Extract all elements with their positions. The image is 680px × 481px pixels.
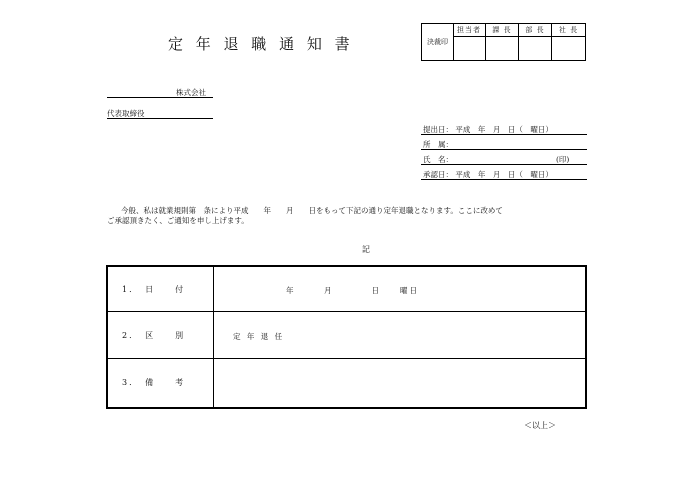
table-row-label: 1． 日 付 (122, 285, 186, 294)
body-paragraph (107, 206, 587, 226)
approval-column-staff: 担当者 (453, 24, 486, 60)
department-label: 所 属： (423, 140, 453, 149)
table-row-date (108, 267, 585, 312)
approved-date-line (421, 179, 587, 180)
closing-mark: ＜以上＞ (524, 421, 556, 430)
table-row-label: 3． 備 考 (122, 378, 186, 387)
table-row-category (108, 312, 585, 359)
submitted-date: 提出日： 平成 年 月 日（ 曜日） (423, 125, 553, 134)
approval-column-president: 社 長 (552, 24, 585, 60)
department-line (421, 149, 587, 150)
details-table (106, 265, 587, 409)
document-title: 定 年 退 職 通 知 書 (168, 35, 354, 53)
company-suffix: 株式会社 (176, 88, 206, 97)
ki-heading: 記 (362, 245, 370, 254)
approval-column-department-head: 部 長 (519, 24, 552, 60)
approved-date: 承認日： 平成 年 月 日（ 曜日） (423, 170, 553, 179)
body-line-2: ご承認頂きたく、ご通知を申し上げます。 (107, 216, 249, 225)
body-line-1: 今般、私は就業規則第 条により平成 年 月 日をもって下記の通り定年退職となります。ここに改めて (121, 206, 503, 215)
representative-label: 代表取締役 (107, 109, 145, 118)
table-row-value: 定 年 退 任 (233, 332, 285, 341)
table-row-remarks (108, 359, 585, 407)
seal-mark: (印) (556, 155, 570, 164)
approval-header: 決裁印 (422, 24, 454, 60)
representative-line (107, 118, 213, 119)
approval-column-section-chief: 課 長 (486, 24, 519, 60)
table-row-value: 年 月 日 曜日 (286, 286, 419, 295)
table-row-label: 2． 区 別 (122, 331, 186, 340)
approval-stamp-box (421, 23, 586, 61)
submitted-date-line (421, 134, 587, 135)
name-label: 氏 名： (423, 155, 453, 164)
name-line (421, 164, 587, 165)
